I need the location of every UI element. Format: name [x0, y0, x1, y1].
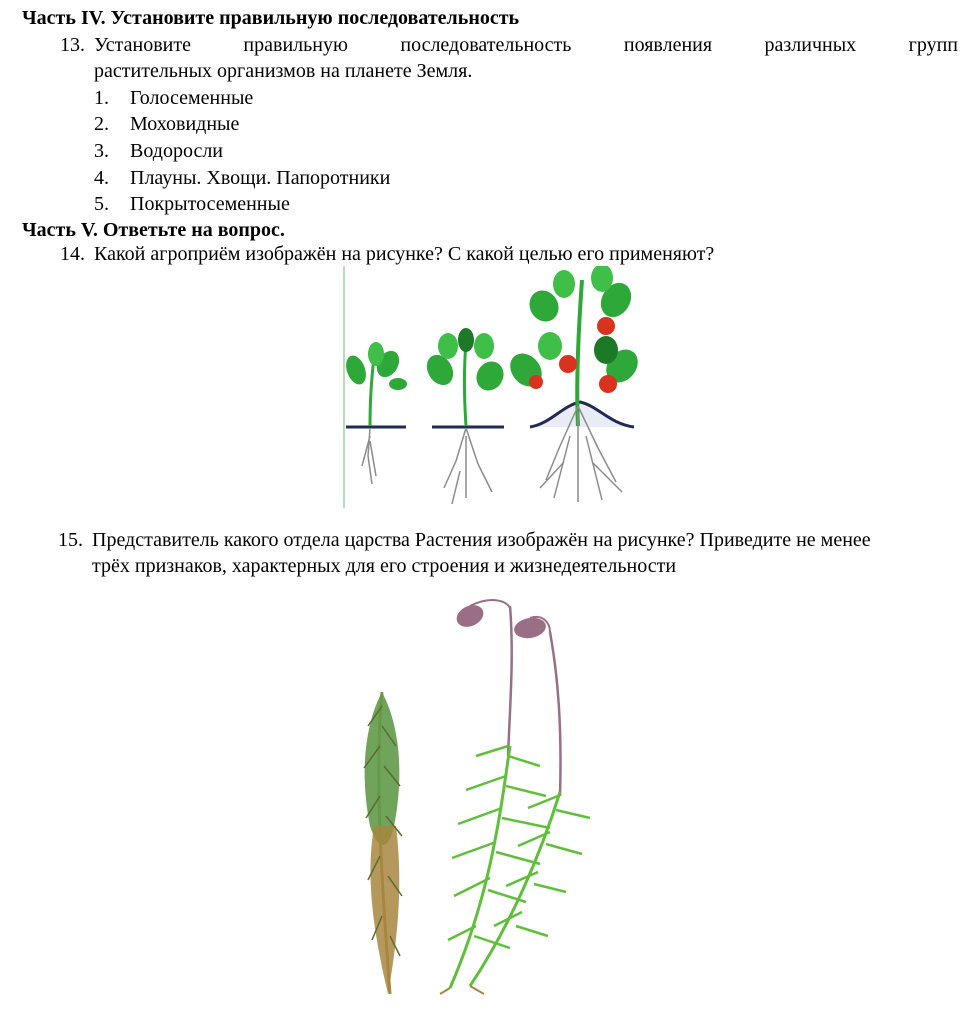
- q14-number: 14.: [60, 243, 85, 265]
- q13-number: 13.: [60, 34, 85, 56]
- tomato-fruit: [529, 375, 543, 389]
- q13-option-3: 3. Водоросли: [94, 140, 223, 162]
- q13-option-5: 5. Покрытосеменные: [94, 193, 290, 215]
- q13-option-4: 4. Плауны. Хвощи. Папоротники: [94, 167, 391, 189]
- q14-text: Какой агроприём изображён на рисунке? С какой целью его применяют?: [94, 243, 715, 265]
- tomato-fruit: [599, 375, 617, 393]
- moss-shoot-left: [364, 692, 402, 994]
- part4-heading: Часть IV. Установите правильную последовательность: [22, 7, 520, 29]
- q13-line2: растительных организмов на планете Земля.: [94, 60, 473, 82]
- q13-option-2: 2. Моховидные: [94, 113, 240, 135]
- q15-number: 15.: [58, 529, 83, 551]
- seedling-medium: [422, 328, 509, 504]
- tomato-fruit: [559, 355, 577, 373]
- tomato-fruit: [597, 317, 615, 335]
- tomato-hilling-illustration: [340, 266, 640, 508]
- part5-heading: Часть V. Ответьте на вопрос.: [22, 219, 285, 241]
- q15-line1: Представитель какого отдела царства Растения изображён на рисунке? Приведите не менее: [92, 529, 871, 551]
- moss-illustration: [350, 596, 610, 1000]
- q13-option-1: 1. Голосеменные: [94, 87, 254, 109]
- moss-plant-right: [440, 600, 590, 994]
- hilled-tomato-plant: [504, 266, 640, 502]
- q15-line2: трёх признаков, характерных для его строения и жизнедеятельности: [92, 555, 677, 577]
- seedling-small: [342, 342, 407, 484]
- q13-line1: Установите правильную последовательность появления различных групп: [94, 34, 958, 56]
